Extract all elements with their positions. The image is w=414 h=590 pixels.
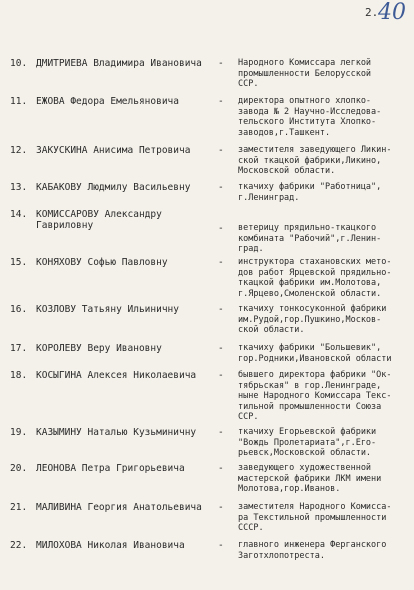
- entry-name: КАЗЫМИНУ Наталью Кузьминичну: [36, 427, 197, 438]
- entry-number: 20.: [10, 463, 28, 474]
- entry-dash: -: [218, 145, 224, 156]
- entry-name: МИЛОХОВА Николая Ивановича: [36, 540, 185, 551]
- entry-dash: -: [218, 223, 224, 234]
- entry-role: ветерицу прядильно-ткацкого комбината "Рабочий",г.Ленин- град.: [238, 223, 382, 254]
- entry-name: КОСЫГИНА Алексея Николаевича: [36, 370, 197, 381]
- entry-number: 10.: [10, 58, 28, 69]
- entry-dash: -: [218, 463, 224, 474]
- entry-dash: -: [218, 96, 224, 107]
- entry-name: ЗАКУСКИНА Анисима Петровича: [36, 145, 191, 156]
- entry-name: КОРОЛЕВУ Веру Ивановну: [36, 343, 162, 354]
- entry-dash: -: [218, 427, 224, 438]
- entry-number: 11.: [10, 96, 28, 107]
- entry-number: 22.: [10, 540, 28, 551]
- entry-role: заведующего художественной мастерской фабрики ЛКМ имени Молотова,гор.Иванов.: [238, 463, 382, 494]
- entry-number: 21.: [10, 502, 28, 513]
- entry-role: ткачиху Егорьевской фабрики "Вождь Пролетариата",г.Его- рьевск,Московской области.: [238, 427, 377, 458]
- entry-dash: -: [218, 343, 224, 354]
- entry-dash: -: [218, 182, 224, 193]
- entry-number: 19.: [10, 427, 28, 438]
- entry-number: 14.: [10, 209, 28, 220]
- entry-role: заместителя заведующего Ликин- ской ткацкой фабрики,Ликино, Московской области.: [238, 145, 392, 176]
- entry-role: бывшего директора фабрики "Ок- тябрьская" в гор.Ленинграде, ныне Народного Комиссара Текс- тильной промышленности Союза ССР.: [238, 370, 392, 422]
- handwritten-folio-number: 40: [378, 0, 406, 25]
- entry-role: Народного Комиссара легкой промышленности Белорусской ССР.: [238, 58, 372, 89]
- entry-role: инструктора стахановских мето- дов работ Ярцевской прядильно- ткацкой фабрики им.Молотова, г.Ярцево,Смоленской области.: [238, 257, 392, 299]
- entry-name: ЕЖОВА Федора Емельяновича: [36, 96, 179, 107]
- entry-dash: -: [218, 502, 224, 513]
- entry-role: ткачиху фабрики "Большевик", гор.Родники,Ивановской области: [238, 343, 392, 364]
- entry-role: ткачиху фабрики "Работница", г.Ленинград.: [238, 182, 382, 203]
- entry-number: 15.: [10, 257, 28, 268]
- entry-name: КОМИССАРОВУ Александру Гавриловну: [36, 209, 162, 231]
- entry-number: 18.: [10, 370, 28, 381]
- entry-dash: -: [218, 370, 224, 381]
- entry-number: 13.: [10, 182, 28, 193]
- entry-role: директора опытного хлопко- завода № 2 Научно-Исследова- тельского Института Хлопко- заводов,г.Ташкент.: [238, 96, 382, 138]
- entry-dash: -: [218, 540, 224, 551]
- entry-name: КОНЯХОВУ Софью Павловну: [36, 257, 168, 268]
- entry-role: заместителя Народного Комисса- ра Текстильной промышленности СССР.: [238, 502, 392, 533]
- entry-name: ЛЕОНОВА Петра Григорьевича: [36, 463, 185, 474]
- entry-name: МАЛИВИНА Георгия Анатольевича: [36, 502, 202, 513]
- entry-role: ткачиху тонкосуконной фабрики им.Рудой,гор.Пушкино,Москов- ской области.: [238, 304, 387, 335]
- entry-name: ДМИТРИЕВА Владимира Ивановича: [36, 58, 202, 69]
- entry-number: 12.: [10, 145, 28, 156]
- entry-role: главного инженера Ферганского Заготхлопотреста.: [238, 540, 387, 561]
- entry-number: 16.: [10, 304, 28, 315]
- entry-name: КАБАКОВУ Людмилу Васильевну: [36, 182, 191, 193]
- entry-dash: -: [218, 304, 224, 315]
- entry-dash: -: [218, 58, 224, 69]
- page-number: 2.: [365, 6, 379, 19]
- entry-name: КОЗЛОВУ Татьяну Ильиничну: [36, 304, 179, 315]
- entry-number: 17.: [10, 343, 28, 354]
- entry-dash: -: [218, 257, 224, 268]
